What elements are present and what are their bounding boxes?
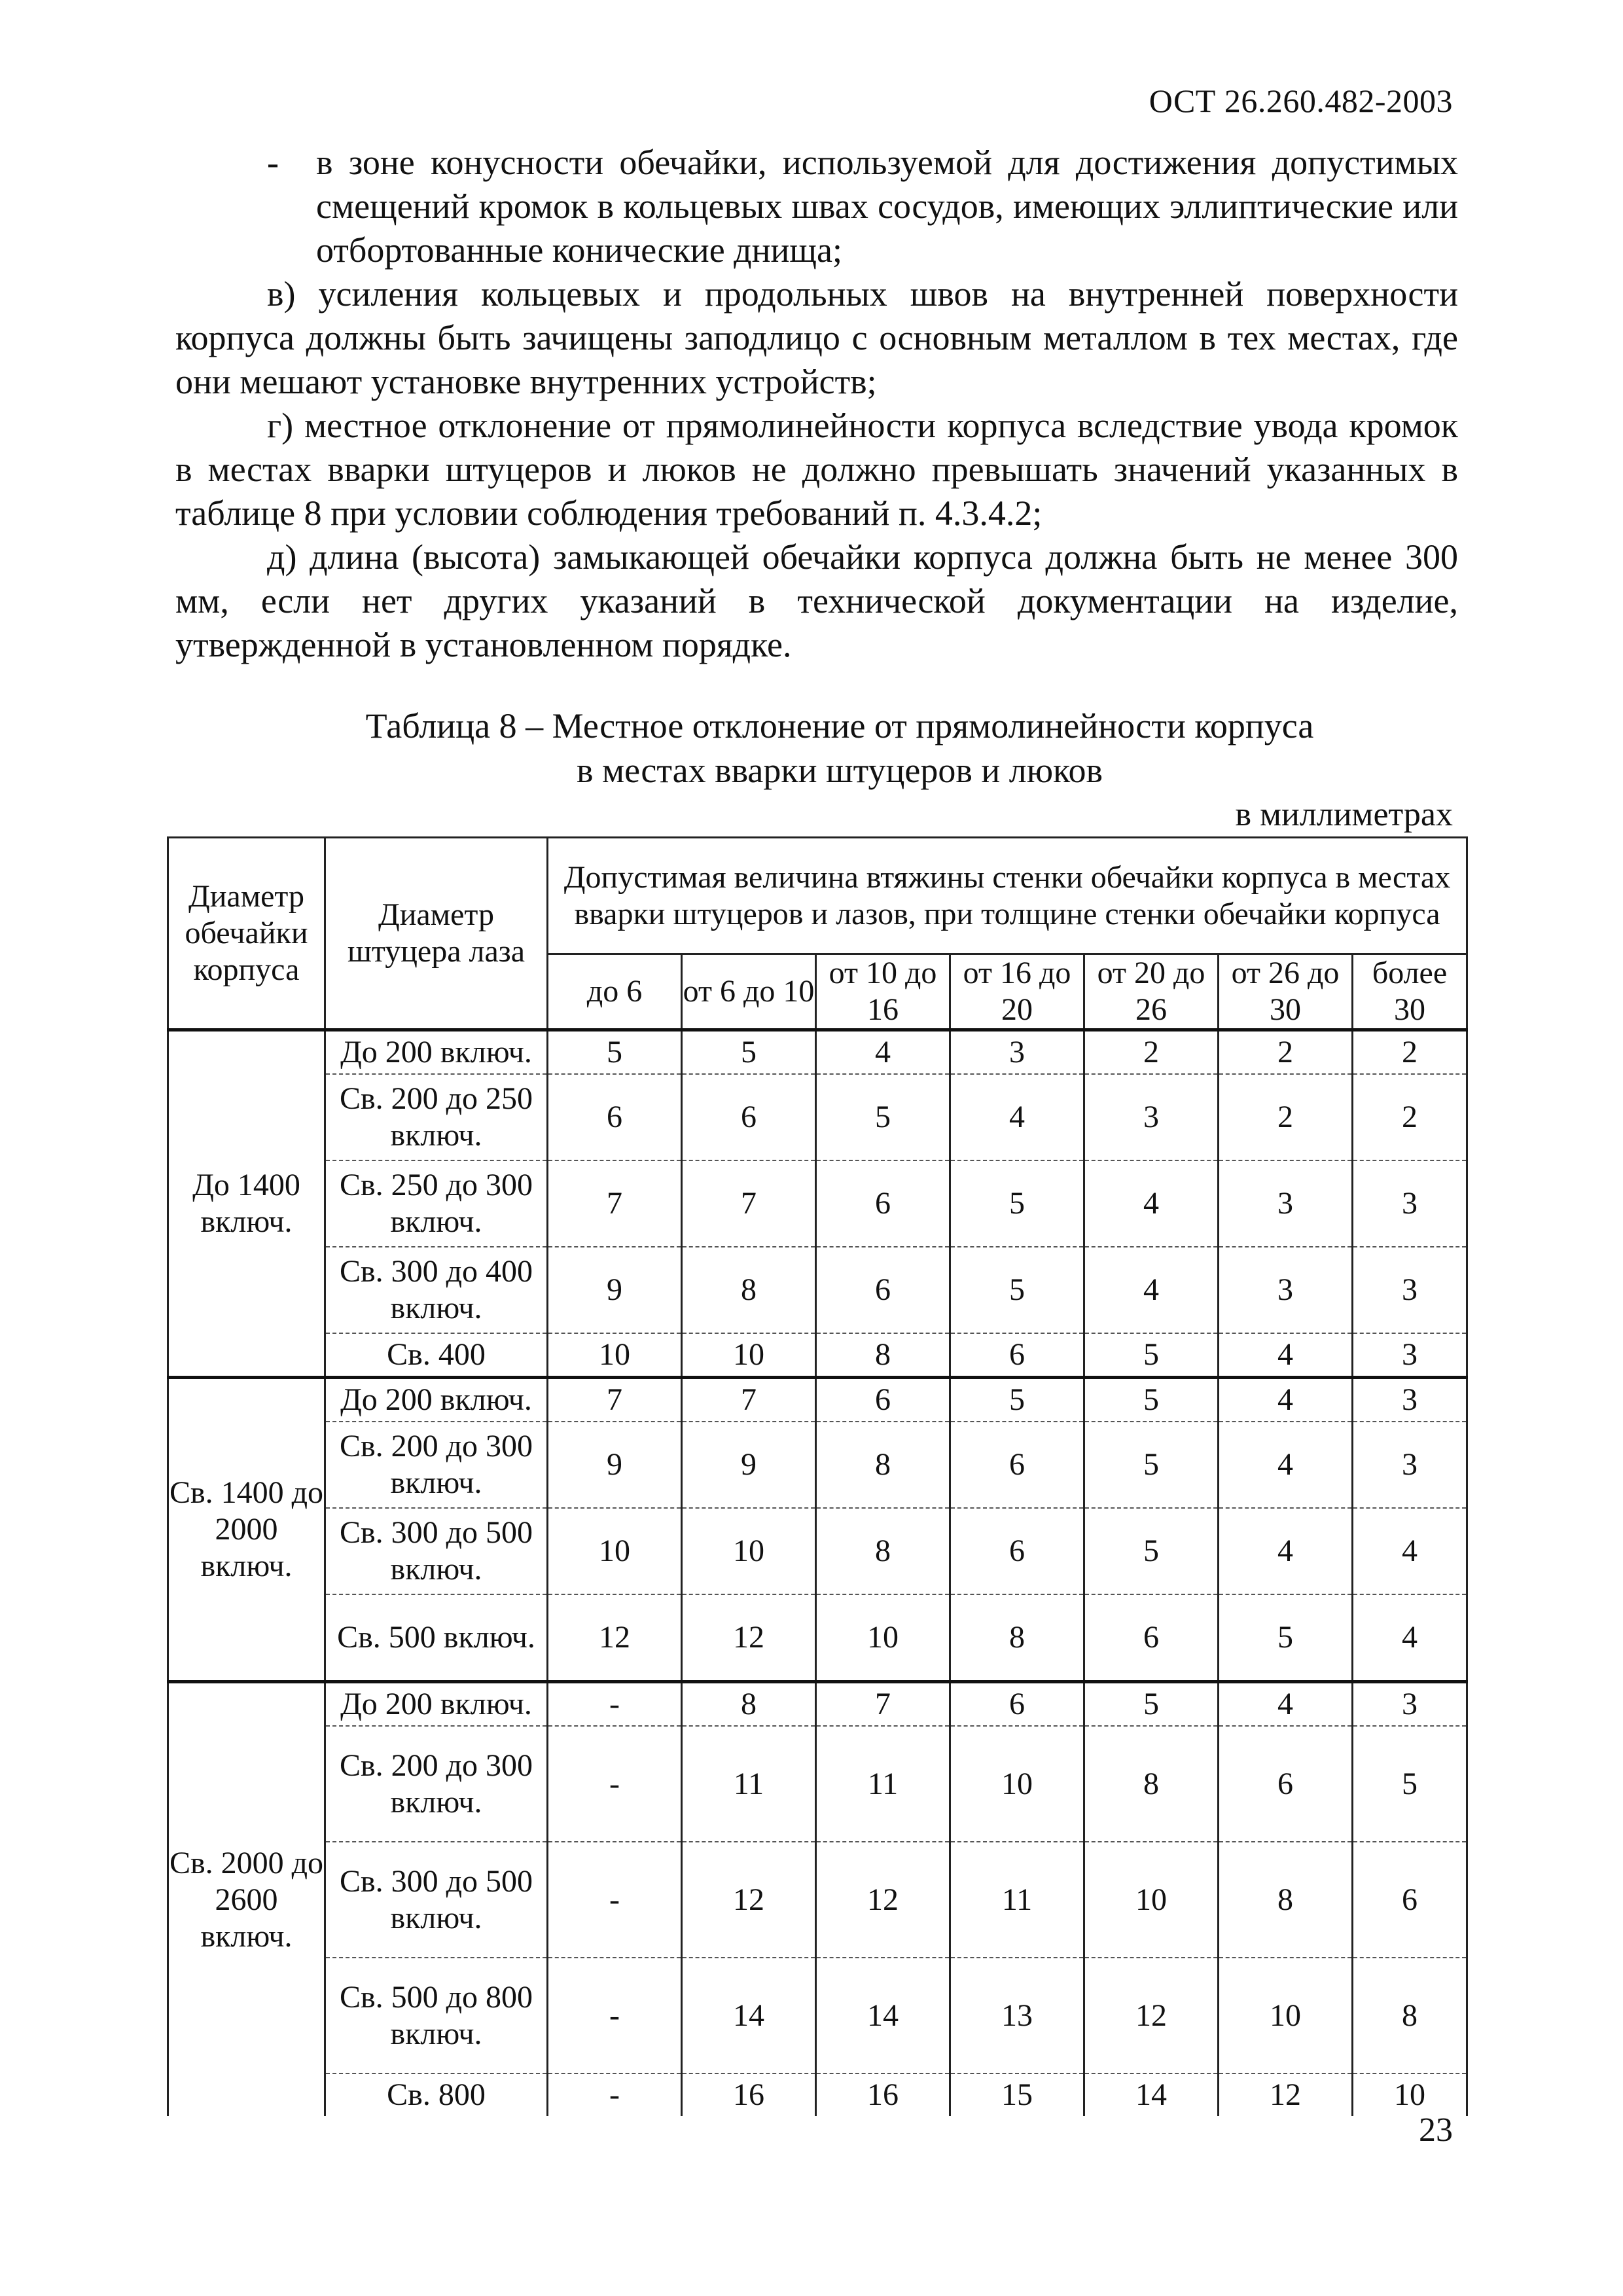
value-cell: 6: [1353, 1842, 1467, 1958]
value-cell: 3: [1353, 1333, 1467, 1378]
nozzle-diameter-cell: Св. 300 до 400 включ.: [325, 1247, 548, 1333]
value-cell: 4: [1084, 1160, 1219, 1247]
shell-diameter-cell: Св. 1400 до 2000 включ.: [168, 1378, 325, 1682]
value-cell: 5: [548, 1030, 682, 1075]
nozzle-diameter-cell: Св. 800: [325, 2073, 548, 2116]
value-cell: 4: [1353, 1594, 1467, 1682]
value-cell: 4: [1219, 1682, 1353, 1727]
value-cell: 9: [682, 1422, 816, 1508]
value-cell: 8: [950, 1594, 1084, 1682]
value-cell: 5: [950, 1247, 1084, 1333]
value-cell: 9: [548, 1422, 682, 1508]
value-cell: 7: [816, 1682, 950, 1727]
value-cell: 12: [682, 1594, 816, 1682]
value-cell: 4: [816, 1030, 950, 1075]
paragraph-d: д) длина (высота) замыкающей обечайки корпуса должна быть не менее 300 мм, если нет других указаний в технической документации на изделие, утвержденной в установленном порядке.: [175, 537, 1458, 664]
value-cell: 4: [1219, 1333, 1353, 1378]
nozzle-diameter-cell: Св. 300 до 500 включ.: [325, 1842, 548, 1958]
value-cell: 16: [682, 2073, 816, 2116]
value-cell: 6: [548, 1074, 682, 1160]
value-cell: 5: [950, 1160, 1084, 1247]
value-cell: 4: [950, 1074, 1084, 1160]
dash-list-item: [175, 141, 1458, 272]
value-cell: 5: [1084, 1378, 1219, 1422]
value-cell: 9: [548, 1247, 682, 1333]
value-cell: 5: [682, 1030, 816, 1075]
value-cell: 4: [1084, 1247, 1219, 1333]
value-cell: 4: [1219, 1422, 1353, 1508]
header-thickness: от 26 до 30: [1219, 954, 1353, 1030]
value-cell: 8: [816, 1508, 950, 1594]
shell-diameter-cell: До 1400 включ.: [168, 1030, 325, 1378]
nozzle-diameter-cell: До 200 включ.: [325, 1030, 548, 1075]
deviation-table: [167, 836, 1468, 2116]
value-cell: 12: [682, 1842, 816, 1958]
value-cell: 3: [1353, 1422, 1467, 1508]
value-cell: 8: [682, 1682, 816, 1727]
table-caption: [175, 704, 1458, 793]
value-cell: 8: [1219, 1842, 1353, 1958]
value-cell: 7: [682, 1378, 816, 1422]
caption-line-1: Таблица 8 – Местное отклонение от прямолинейности корпуса: [365, 706, 1314, 745]
value-cell: 10: [1084, 1842, 1219, 1958]
shell-diameter-cell: Св. 2000 до 2600 включ.: [168, 1682, 325, 2117]
value-cell: 14: [1084, 2073, 1219, 2116]
table-units: в миллиметрах: [1235, 796, 1453, 833]
value-cell: 12: [1219, 2073, 1353, 2116]
value-cell: 8: [816, 1333, 950, 1378]
body-text: [175, 141, 1458, 667]
value-cell: 8: [1084, 1726, 1219, 1842]
value-cell: 3: [1084, 1074, 1219, 1160]
table-row: [168, 1378, 1467, 1422]
value-cell: 10: [1353, 2073, 1467, 2116]
value-cell: 2: [1353, 1030, 1467, 1075]
value-cell: -: [548, 1682, 682, 1727]
value-cell: 10: [548, 1508, 682, 1594]
table-row: [168, 1074, 1467, 1160]
value-cell: 4: [1353, 1508, 1467, 1594]
value-cell: 8: [682, 1247, 816, 1333]
value-cell: 6: [950, 1422, 1084, 1508]
value-cell: 11: [682, 1726, 816, 1842]
paragraph-g: г) местное отклонение от прямолинейности корпуса вследствие увода кромок в местах вварки штуцеров и люков не должно превышать значений указанных в таблице 8 при условии соблюдения требований п. 4.3.4.2;: [175, 406, 1458, 533]
value-cell: 6: [950, 1333, 1084, 1378]
table-row: [168, 1594, 1467, 1682]
value-cell: 5: [1084, 1333, 1219, 1378]
table-row: [168, 1508, 1467, 1594]
list-dash: -: [267, 143, 279, 182]
value-cell: 2: [1219, 1030, 1353, 1075]
value-cell: 5: [1084, 1508, 1219, 1594]
value-cell: 10: [682, 1508, 816, 1594]
value-cell: 6: [950, 1682, 1084, 1727]
value-cell: 6: [816, 1160, 950, 1247]
value-cell: 7: [548, 1160, 682, 1247]
list-item-text: в зоне конусности обечайки, используемой для достижения допустимых смещений кромок в кольцевых швах сосудов, имеющих эллиптические или отбортованные конические днища;: [316, 143, 1458, 270]
table-row: [168, 1333, 1467, 1378]
header-allowed-value: Допустимая величина втяжины стенки обечайки корпуса в местах вварки штуцеров и лазов, при толщине стенки обечайки корпуса: [548, 838, 1467, 954]
value-cell: -: [548, 1726, 682, 1842]
table-row: [168, 1958, 1467, 2073]
header-thickness: от 10 до 16: [816, 954, 950, 1030]
value-cell: 5: [1084, 1422, 1219, 1508]
nozzle-diameter-cell: Св. 500 до 800 включ.: [325, 1958, 548, 2073]
value-cell: -: [548, 2073, 682, 2116]
document-code: ОСТ 26.260.482-2003: [1149, 82, 1453, 119]
value-cell: 5: [1353, 1726, 1467, 1842]
value-cell: 12: [816, 1842, 950, 1958]
value-cell: 2: [1353, 1074, 1467, 1160]
value-cell: 12: [548, 1594, 682, 1682]
nozzle-diameter-cell: Св. 500 включ.: [325, 1594, 548, 1682]
table-row: [168, 1030, 1467, 1075]
value-cell: 10: [816, 1594, 950, 1682]
value-cell: 11: [950, 1842, 1084, 1958]
header-thickness: более 30: [1353, 954, 1467, 1030]
value-cell: 7: [682, 1160, 816, 1247]
value-cell: 6: [816, 1247, 950, 1333]
header-nozzle-diameter: Диаметр штуцера лаза: [325, 838, 548, 1030]
value-cell: 6: [682, 1074, 816, 1160]
value-cell: 8: [1353, 1958, 1467, 2073]
value-cell: 2: [1219, 1074, 1353, 1160]
value-cell: 6: [816, 1378, 950, 1422]
value-cell: 14: [682, 1958, 816, 2073]
nozzle-diameter-cell: До 200 включ.: [325, 1682, 548, 1727]
caption-line-2: в местах вварки штуцеров и люков: [576, 751, 1103, 790]
value-cell: 16: [816, 2073, 950, 2116]
value-cell: 6: [1219, 1726, 1353, 1842]
value-cell: 11: [816, 1726, 950, 1842]
nozzle-diameter-cell: Св. 200 до 300 включ.: [325, 1422, 548, 1508]
header-thickness: от 16 до 20: [950, 954, 1084, 1030]
value-cell: 13: [950, 1958, 1084, 2073]
value-cell: 3: [1353, 1247, 1467, 1333]
value-cell: 15: [950, 2073, 1084, 2116]
value-cell: 3: [1353, 1160, 1467, 1247]
nozzle-diameter-cell: Св. 400: [325, 1333, 548, 1378]
table-row: [168, 1247, 1467, 1333]
value-cell: 10: [950, 1726, 1084, 1842]
value-cell: 12: [1084, 1958, 1219, 2073]
header-shell-diameter: Диаметр обечайки корпуса: [168, 838, 325, 1030]
value-cell: 10: [1219, 1958, 1353, 2073]
value-cell: -: [548, 1958, 682, 2073]
value-cell: 5: [816, 1074, 950, 1160]
table-row: [168, 1422, 1467, 1508]
nozzle-diameter-cell: Св. 250 до 300 включ.: [325, 1160, 548, 1247]
nozzle-diameter-cell: Св. 200 до 250 включ.: [325, 1074, 548, 1160]
nozzle-diameter-cell: Св. 200 до 300 включ.: [325, 1726, 548, 1842]
table-row: [168, 1160, 1467, 1247]
value-cell: 4: [1219, 1508, 1353, 1594]
paragraph-v: в) усиления кольцевых и продольных швов на внутренней поверхности корпуса должны быть зачищены заподлицо с основным металлом в тех местах, где они мешают установке внутренних устройств;: [175, 274, 1458, 401]
nozzle-diameter-cell: Св. 300 до 500 включ.: [325, 1508, 548, 1594]
value-cell: 4: [1219, 1378, 1353, 1422]
header-thickness: до 6: [548, 954, 682, 1030]
value-cell: 7: [548, 1378, 682, 1422]
table-row: [168, 1842, 1467, 1958]
page-number: 23: [1419, 2111, 1453, 2149]
value-cell: 6: [950, 1508, 1084, 1594]
value-cell: 10: [548, 1333, 682, 1378]
value-cell: 8: [816, 1422, 950, 1508]
table-row: [168, 1726, 1467, 1842]
header-thickness: от 20 до 26: [1084, 954, 1219, 1030]
value-cell: 6: [1084, 1594, 1219, 1682]
value-cell: 2: [1084, 1030, 1219, 1075]
table-row: [168, 2073, 1467, 2116]
value-cell: 10: [682, 1333, 816, 1378]
value-cell: -: [548, 1842, 682, 1958]
value-cell: 5: [1219, 1594, 1353, 1682]
value-cell: 3: [1219, 1160, 1353, 1247]
value-cell: 3: [1219, 1247, 1353, 1333]
value-cell: 5: [1084, 1682, 1219, 1727]
value-cell: 3: [950, 1030, 1084, 1075]
value-cell: 14: [816, 1958, 950, 2073]
table-row: [168, 1682, 1467, 1727]
header-thickness: от 6 до 10: [682, 954, 816, 1030]
value-cell: 5: [950, 1378, 1084, 1422]
value-cell: 3: [1353, 1378, 1467, 1422]
nozzle-diameter-cell: До 200 включ.: [325, 1378, 548, 1422]
value-cell: 3: [1353, 1682, 1467, 1727]
